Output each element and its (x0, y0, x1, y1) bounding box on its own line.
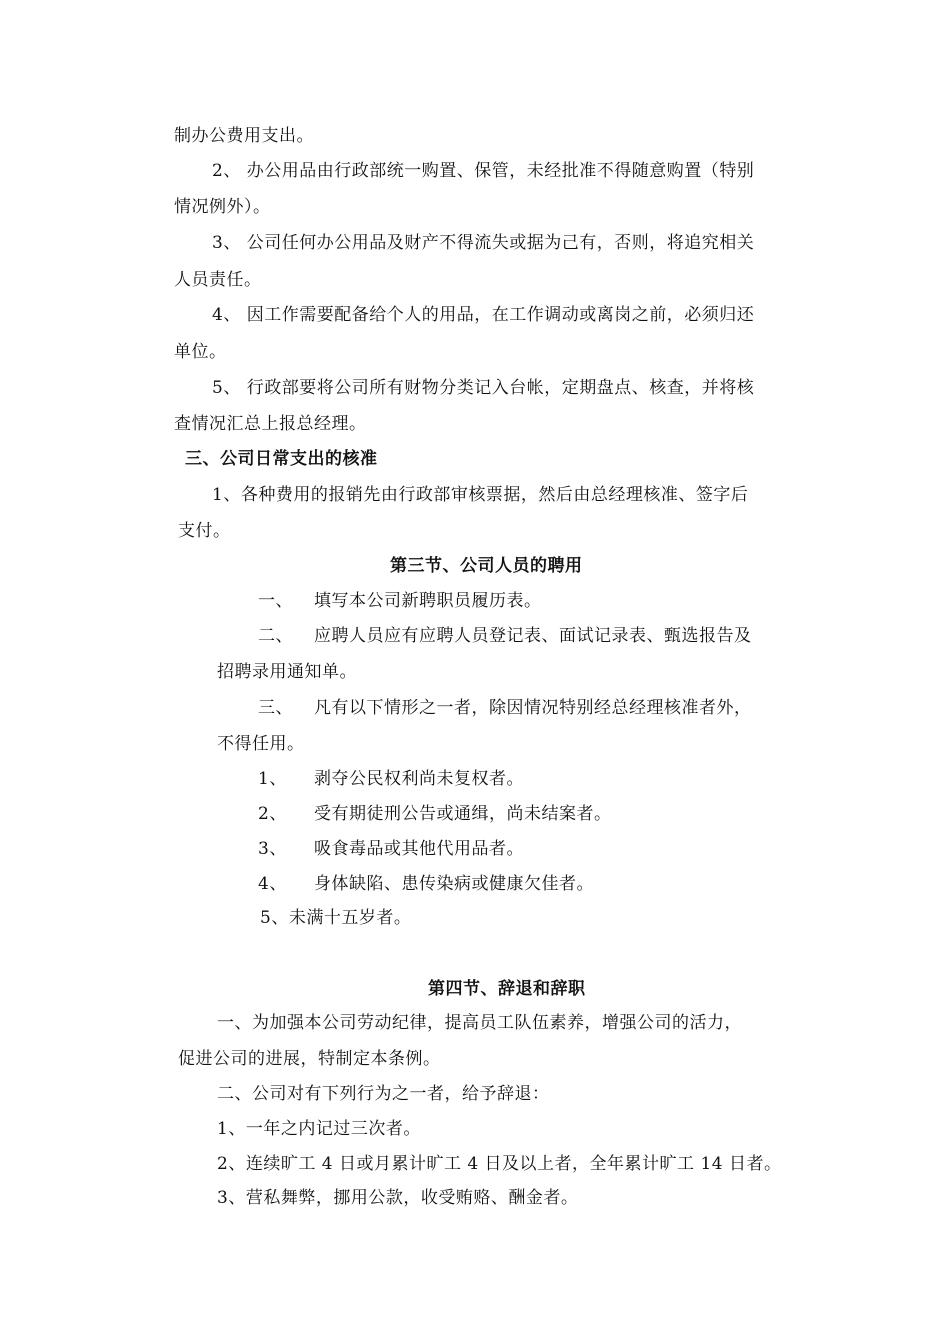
paragraph-line: 4、 因工作需要配备给个人的用品，在工作调动或离岗之前，必须归还 (212, 305, 755, 325)
list-text: 凡有以下情形之一者，除因情况特别经总经理核准者外， (314, 698, 752, 718)
list-item: 5、未满十五岁者。 (260, 908, 412, 928)
list-item (258, 873, 594, 895)
list-item (258, 838, 524, 860)
list-item: 3、营私舞弊，挪用公款，收受贿赂、酬金者。 (217, 1188, 579, 1208)
paragraph-line: 查情况汇总上报总经理。 (174, 414, 367, 434)
list-number: 1、 (258, 769, 287, 789)
list-number: 4、 (258, 874, 287, 894)
section-heading: 三、公司日常支出的核准 (185, 449, 378, 469)
list-item (258, 625, 752, 647)
paragraph-line: 2、 办公用品由行政部统一购置、保管，未经批准不得随意购置（特别 (212, 161, 755, 181)
paragraph-line: 单位。 (174, 342, 227, 362)
list-number: 2、 (258, 804, 287, 824)
list-text: 吸食毒品或其他代用品者。 (314, 839, 524, 859)
list-number: 三、 (258, 698, 293, 718)
list-number: 二、 (258, 626, 293, 646)
paragraph-line: 支付。 (178, 521, 231, 541)
list-text: 剥夺公民权利尚未复权者。 (314, 769, 524, 789)
paragraph-line: 一、为加强本公司劳动纪律，提高员工队伍素养，增强公司的活力， (217, 1013, 742, 1033)
paragraph-line: 二、公司对有下列行为之一者，给予辞退： (217, 1084, 550, 1104)
list-item: 1、一年之内记过三次者。 (217, 1119, 421, 1139)
paragraph-line: 5、 行政部要将公司所有财物分类记入台帐，定期盘点、核查，并将核 (212, 378, 755, 398)
paragraph-line: 促进公司的进展，特制定本条例。 (178, 1049, 441, 1069)
paragraph-line: 人员责任。 (174, 270, 262, 290)
list-item (258, 768, 524, 790)
list-text: 填写本公司新聘职员履历表。 (314, 591, 542, 611)
list-text: 应聘人员应有应聘人员登记表、面试记录表、甄选报告及 (314, 626, 752, 646)
list-item (258, 590, 542, 612)
paragraph-line: 不得任用。 (217, 734, 305, 754)
list-text: 受有期徒刑公告或通缉，尚未结案者。 (314, 804, 612, 824)
paragraph-line: 制办公费用支出。 (174, 126, 314, 146)
paragraph-line: 情况例外）。 (174, 197, 271, 217)
list-item (258, 803, 612, 825)
chapter-title: 第三节、公司人员的聘用 (390, 556, 583, 576)
chapter-title: 第四节、辞退和辞职 (428, 979, 586, 999)
list-text: 身体缺陷、患传染病或健康欠佳者。 (314, 874, 594, 894)
list-item (258, 697, 752, 719)
paragraph-line: 1、各种费用的报销先由行政部审核票据，然后由总经理核准、签字后 (212, 485, 749, 505)
list-number: 一、 (258, 591, 293, 611)
list-number: 3、 (258, 839, 287, 859)
list-item: 2、连续旷工 4 日或月累计旷工 4 日及以上者，全年累计旷工 14 日者。 (217, 1154, 782, 1174)
paragraph-line: 招聘录用通知单。 (217, 662, 357, 682)
paragraph-line: 3、 公司任何办公用品及财产不得流失或据为己有，否则，将追究相关 (212, 233, 755, 253)
